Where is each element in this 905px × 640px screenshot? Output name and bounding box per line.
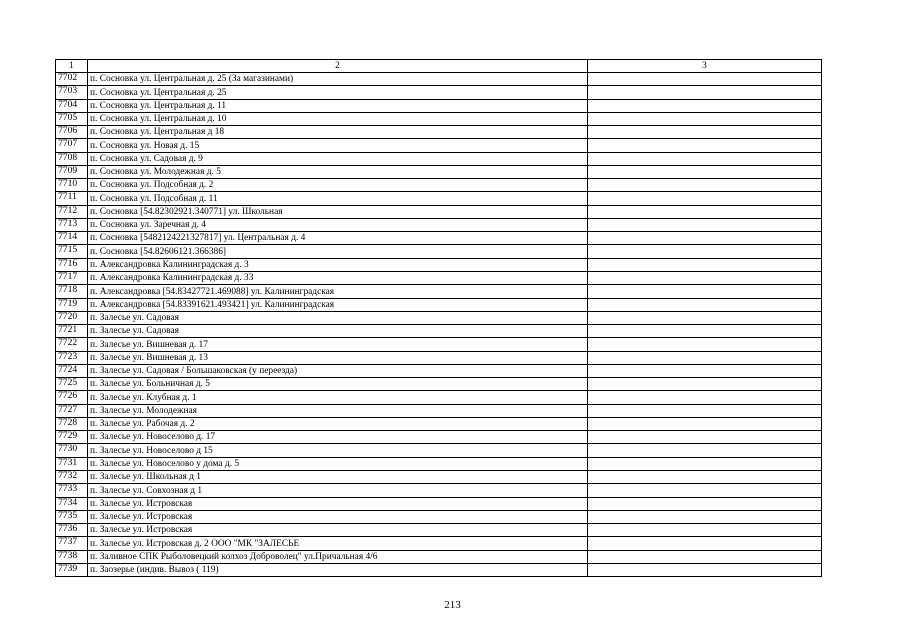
table-row — [56, 550, 822, 563]
table-row — [56, 510, 822, 523]
table-row — [56, 126, 822, 139]
address-cell: п. Александровка [54.83427721.469088] ул. Калининградская — [88, 285, 588, 298]
address-cell: п. Сосновка ул. Молодежная д. 5 — [88, 165, 588, 178]
note-cell — [588, 431, 822, 444]
table-row — [56, 364, 822, 377]
table-header-row — [56, 60, 822, 73]
note-cell — [588, 86, 822, 99]
note-cell — [588, 364, 822, 377]
row-number-cell: 7705 — [56, 112, 88, 125]
address-cell: п. Залесье ул. Вишневая д. 13 — [88, 351, 588, 364]
address-cell: п. Залесье ул. Истровская — [88, 524, 588, 537]
address-cell: п. Сосновка ул. Заречная д. 4 — [88, 218, 588, 231]
address-cell: п. Залесье ул. Рабочая д. 2 — [88, 417, 588, 430]
address-cell: п. Александровка [54.83391621.493421] ул. Калининградская — [88, 298, 588, 311]
table-row — [56, 298, 822, 311]
column-header-3: 3 — [588, 60, 822, 73]
address-cell: п. Сосновка ул. Садовая д. 9 — [88, 152, 588, 165]
address-cell: п. Александровка Калининградская д. 3 — [88, 258, 588, 271]
note-cell — [588, 378, 822, 391]
address-cell: п. Залесье ул. Садовая / Большаковская (у переезда) — [88, 364, 588, 377]
note-cell — [588, 165, 822, 178]
address-cell: п. Сосновка [5482124221327817] ул. Центральная д. 4 — [88, 232, 588, 245]
row-number-cell: 7715 — [56, 245, 88, 258]
address-cell: п. Сосновка ул. Центральная д. 25 — [88, 86, 588, 99]
row-number-cell: 7709 — [56, 165, 88, 178]
address-cell: п. Заозерье (индив. Вывоз ( 119) — [88, 563, 588, 576]
note-cell — [588, 537, 822, 550]
address-cell: п. Залесье ул. Школьная д 1 — [88, 470, 588, 483]
table-row — [56, 139, 822, 152]
table-row — [56, 112, 822, 125]
note-cell — [588, 311, 822, 324]
address-cell: п. Сосновка ул. Новая д. 15 — [88, 139, 588, 152]
table-row — [56, 457, 822, 470]
row-number-cell: 7706 — [56, 126, 88, 139]
note-cell — [588, 351, 822, 364]
row-number-cell: 7704 — [56, 99, 88, 112]
row-number-cell: 7708 — [56, 152, 88, 165]
row-number-cell: 7712 — [56, 205, 88, 218]
page-number: 213 — [444, 599, 461, 611]
row-number-cell: 7713 — [56, 218, 88, 231]
note-cell — [588, 245, 822, 258]
row-number-cell: 7738 — [56, 550, 88, 563]
table-row — [56, 152, 822, 165]
table-row — [56, 285, 822, 298]
table-row — [56, 484, 822, 497]
address-cell: п. Сосновка ул. Подсобная д. 2 — [88, 179, 588, 192]
note-cell — [588, 139, 822, 152]
table-row — [56, 338, 822, 351]
row-number-cell: 7732 — [56, 470, 88, 483]
row-number-cell: 7717 — [56, 271, 88, 284]
note-cell — [588, 205, 822, 218]
address-cell: п. Сосновка ул. Центральная д. 11 — [88, 99, 588, 112]
address-cell: п. Сосновка [54.82606121.366386] — [88, 245, 588, 258]
note-cell — [588, 218, 822, 231]
address-cell: п. Залесье ул. Клубная д. 1 — [88, 391, 588, 404]
note-cell — [588, 258, 822, 271]
column-header-1: 1 — [56, 60, 88, 73]
address-cell: п. Залесье ул. Совхозная д 1 — [88, 484, 588, 497]
row-number-cell: 7739 — [56, 563, 88, 576]
note-cell — [588, 457, 822, 470]
row-number-cell: 7722 — [56, 338, 88, 351]
address-table — [55, 59, 822, 577]
table-row — [56, 378, 822, 391]
table-row — [56, 563, 822, 576]
address-cell: п. Залесье ул. Истровская — [88, 497, 588, 510]
row-number-cell: 7707 — [56, 139, 88, 152]
table-row — [56, 165, 822, 178]
table-row — [56, 404, 822, 417]
table-row — [56, 444, 822, 457]
row-number-cell: 7728 — [56, 417, 88, 430]
row-number-cell: 7729 — [56, 431, 88, 444]
address-cell: п. Залесье ул. Вишневая д. 17 — [88, 338, 588, 351]
address-cell: п. Сосновка ул. Центральная д 18 — [88, 126, 588, 139]
address-cell: п. Залесье ул. Садовая — [88, 325, 588, 338]
note-cell — [588, 338, 822, 351]
table-row — [56, 524, 822, 537]
address-cell: п. Сосновка ул. Подсобная д. 11 — [88, 192, 588, 205]
column-header-2: 2 — [88, 60, 588, 73]
row-number-cell: 7726 — [56, 391, 88, 404]
table-body — [56, 60, 822, 577]
address-cell: п. Залесье ул. Новоселово д 15 — [88, 444, 588, 457]
row-number-cell: 7716 — [56, 258, 88, 271]
table-row — [56, 351, 822, 364]
table-row — [56, 73, 822, 86]
table-row — [56, 205, 822, 218]
note-cell — [588, 179, 822, 192]
row-number-cell: 7727 — [56, 404, 88, 417]
row-number-cell: 7721 — [56, 325, 88, 338]
row-number-cell: 7710 — [56, 179, 88, 192]
table-row — [56, 537, 822, 550]
row-number-cell: 7724 — [56, 364, 88, 377]
note-cell — [588, 232, 822, 245]
table-row — [56, 470, 822, 483]
row-number-cell: 7733 — [56, 484, 88, 497]
note-cell — [588, 444, 822, 457]
address-cell: п. Залесье ул. Истровская — [88, 510, 588, 523]
row-number-cell: 7737 — [56, 537, 88, 550]
row-number-cell: 7719 — [56, 298, 88, 311]
address-cell: п. Залесье ул. Садовая — [88, 311, 588, 324]
row-number-cell: 7730 — [56, 444, 88, 457]
note-cell — [588, 298, 822, 311]
address-cell: п. Залесье ул. Молодежная — [88, 404, 588, 417]
row-number-cell: 7731 — [56, 457, 88, 470]
note-cell — [588, 152, 822, 165]
note-cell — [588, 126, 822, 139]
note-cell — [588, 563, 822, 576]
row-number-cell: 7720 — [56, 311, 88, 324]
row-number-cell: 7735 — [56, 510, 88, 523]
row-number-cell: 7725 — [56, 378, 88, 391]
address-cell: п. Залесье ул. Истровская д. 2 ООО "МК "ЗАЛЕСЬЕ — [88, 537, 588, 550]
note-cell — [588, 112, 822, 125]
table-row — [56, 258, 822, 271]
table-row — [56, 391, 822, 404]
note-cell — [588, 99, 822, 112]
address-cell: п. Залесье ул. Новоселово д. 17 — [88, 431, 588, 444]
address-cell: п. Сосновка [54.82302921.340771] ул. Школьная — [88, 205, 588, 218]
table-row — [56, 179, 822, 192]
table-row — [56, 271, 822, 284]
address-cell: п. Александровка Калининградская д. 33 — [88, 271, 588, 284]
table-row — [56, 325, 822, 338]
note-cell — [588, 192, 822, 205]
note-cell — [588, 470, 822, 483]
note-cell — [588, 391, 822, 404]
row-number-cell: 7723 — [56, 351, 88, 364]
row-number-cell: 7702 — [56, 73, 88, 86]
table-row — [56, 192, 822, 205]
table-row — [56, 86, 822, 99]
note-cell — [588, 417, 822, 430]
note-cell — [588, 404, 822, 417]
table-row — [56, 245, 822, 258]
row-number-cell: 7714 — [56, 232, 88, 245]
row-number-cell: 7736 — [56, 524, 88, 537]
row-number-cell: 7734 — [56, 497, 88, 510]
address-cell: п. Заливное СПК Рыболовецкий колхоз Доброволец" ул.Причальная 4/6 — [88, 550, 588, 563]
note-cell — [588, 510, 822, 523]
note-cell — [588, 325, 822, 338]
table-row — [56, 218, 822, 231]
table-row — [56, 431, 822, 444]
row-number-cell: 7711 — [56, 192, 88, 205]
table-row — [56, 311, 822, 324]
table-row — [56, 497, 822, 510]
address-cell: п. Залесье ул. Больничная д. 5 — [88, 378, 588, 391]
note-cell — [588, 524, 822, 537]
address-cell: п. Сосновка ул. Центральная д. 10 — [88, 112, 588, 125]
table-row — [56, 99, 822, 112]
note-cell — [588, 497, 822, 510]
address-cell: п. Сосновка ул. Центральная д. 25 (За магазинами) — [88, 73, 588, 86]
note-cell — [588, 285, 822, 298]
note-cell — [588, 550, 822, 563]
note-cell — [588, 73, 822, 86]
note-cell — [588, 271, 822, 284]
table-row — [56, 232, 822, 245]
table-row — [56, 417, 822, 430]
note-cell — [588, 484, 822, 497]
row-number-cell: 7718 — [56, 285, 88, 298]
address-cell: п. Залесье ул. Новоселово у дома д. 5 — [88, 457, 588, 470]
row-number-cell: 7703 — [56, 86, 88, 99]
